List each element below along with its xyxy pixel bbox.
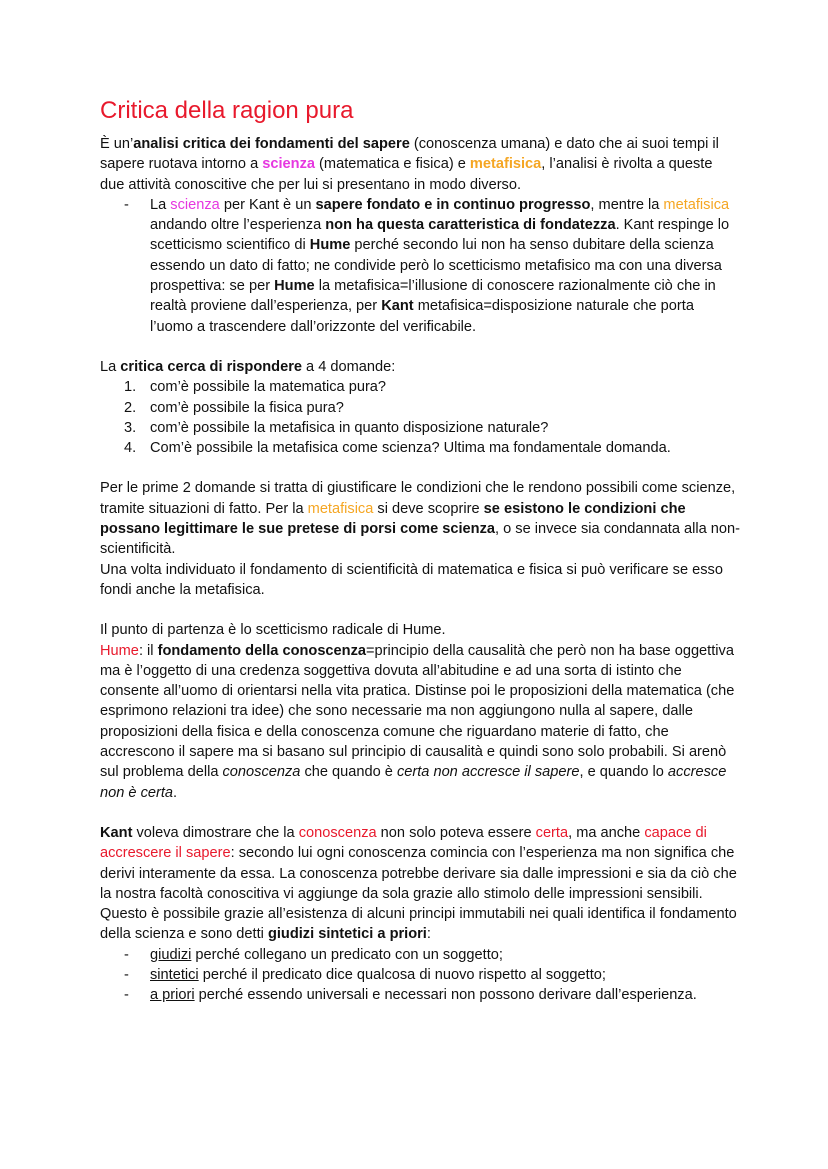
styled-text-run: Kant — [381, 298, 414, 315]
question-number: 4. — [124, 440, 137, 457]
question-text: com’è possibile la metafisica in quanto disposizione naturale? — [150, 419, 549, 436]
question-number: 3. — [124, 419, 137, 436]
styled-text-run: conoscenza — [222, 764, 301, 781]
questions-intro — [100, 357, 740, 377]
question-text: com’è possibile la matematica pura? — [150, 379, 387, 396]
text-run: , o se invece sia condannata alla non-scientificità. — [100, 521, 741, 558]
text-run: la metafisica=l’illusione di conoscere razionalmente ciò che in realtà proviene dall’esperienza, per — [150, 278, 716, 315]
text-run: La — [100, 358, 121, 375]
text-run: : — [426, 926, 431, 943]
hume-paragraph — [100, 641, 740, 803]
kant-paragraph — [100, 823, 740, 945]
styled-text-run: analisi critica dei fondamenti del sapere — [133, 136, 410, 152]
styled-text-run: non ha questa caratteristica di fondatezza — [325, 217, 616, 234]
bullet-dash: - — [124, 966, 129, 983]
styled-text-run: giudizi sintetici a priori — [267, 926, 427, 943]
question-item — [100, 377, 740, 397]
text-run: Per le prime 2 domande si tratta di giustificare le condizioni che le rendono possibili come scienze, tramite situazioni di fatto. Per la — [100, 480, 736, 517]
text-run: (matematica e fisica) e — [315, 156, 470, 173]
text-run: : secondo lui ogni conoscenza comincia con l’esperienza ma non significa che derivi interamente da essa. La conoscenza potrebbe derivare sia dalle impressioni e sia da ciò che la nostra facoltà conoscitiva vi aggiunge da sola grazie allo stimolo delle impressioni sensibili. Questo è possibile grazie all’esistenza di alcuni principi immutabili nei quali identifica il fondamento della scienza e sono detti — [100, 845, 737, 943]
questions-list — [100, 377, 740, 458]
question-item — [100, 418, 740, 438]
text-run: voleva dimostrare che la — [132, 824, 299, 841]
text-run: metafisica=disposizione naturale che porta l’uomo a trascendere dall’orizzonte del verificabile. — [150, 298, 694, 335]
text-run: che quando è — [300, 764, 397, 781]
text-run: . — [173, 784, 178, 801]
una-volta-paragraph: Una volta individuato il fondamento di scientificità di matematica e fisica si può verificare se esso fondi anche la metafisica. — [100, 561, 723, 598]
intro-paragraph — [100, 134, 740, 195]
text-run: perché secondo lui non ha senso dubitare della scienza essendo un dato di fatto; ne condivide però lo scetticismo metafisico ma con una diversa prospettiva: se per — [150, 237, 722, 295]
judgment-explanation: perché essendo universali e necessari non possono derivare dall’esperienza. — [194, 987, 697, 1004]
styled-text-run: fondamento della conoscenza — [157, 642, 366, 659]
styled-text-run: Kant — [100, 824, 133, 841]
styled-text-run: Hume — [274, 278, 315, 295]
document-title: Critica della ragion pura — [100, 97, 354, 124]
judgment-item — [100, 985, 740, 1005]
question-item — [100, 438, 740, 458]
styled-text-run: capace di accrescere il sapere — [100, 824, 707, 862]
text-run: non solo poteva essere — [376, 824, 536, 841]
bullet-dash: - — [124, 946, 129, 963]
styled-text-run: scienza — [170, 196, 220, 213]
styled-text-run: certa — [535, 824, 569, 841]
styled-text-run: metafisica — [663, 196, 730, 213]
text-run: per Kant è un — [219, 196, 316, 213]
judgment-item — [100, 945, 740, 965]
styled-text-run: certa non accresce il sapere — [396, 764, 580, 781]
text-run: =principio della causalità che però non ha base oggettiva ma è l’oggetto di una credenza soggettiva dovuta all’abitudine e ad una sorta di istinto che consente all’uomo di orientarsi nella vita pratica. Distinse poi le proposizioni della matematica (che esprimono relazioni tra idee) che sono necessarie ma non aggiungono nulla al sapere, dalle proposizioni della fisica e della conoscenza comune che riguardano materie di fatto, che accrescono il sapere ma si basano sul principio di causalità e quindi sono solo probabili. Si arenò sul problema della — [100, 642, 735, 781]
styled-text-run: sapere fondato e in continuo progresso — [315, 196, 591, 213]
judgment-explanation: perché collegano un predicato con un soggetto; — [191, 946, 503, 963]
text-run: , mentre la — [590, 196, 664, 213]
styled-text-run: conoscenza — [298, 824, 377, 841]
text-run: , e quando lo — [579, 764, 668, 781]
judgment-term: sintetici — [150, 966, 199, 983]
styled-text-run: critica cerca di rispondere — [120, 358, 302, 375]
styled-text-run: scienza — [262, 156, 315, 173]
styled-text-run: metafisica — [469, 156, 542, 173]
text-run: a 4 domande: — [302, 358, 396, 375]
question-text: Com’è possibile la metafisica come scienza? Ultima ma fondamentale domanda. — [150, 440, 671, 457]
styled-text-run: se esistono le condizioni che possano legittimare le sue pretese di porsi come scienza — [100, 500, 686, 538]
text-run: si deve scoprire — [373, 500, 484, 517]
judgments-list — [100, 945, 740, 1006]
prime-domande-paragraph — [100, 478, 740, 559]
intro-bullet-list — [100, 195, 740, 337]
styled-text-run: Hume — [309, 237, 351, 254]
question-number: 1. — [124, 379, 137, 396]
judgment-explanation: perché il predicato dice qualcosa di nuovo rispetto al soggetto; — [198, 966, 606, 983]
question-number: 2. — [124, 399, 137, 416]
text-run: . Kant respinge lo scetticismo scientifico di — [150, 217, 730, 254]
styled-text-run: Hume — [100, 642, 139, 659]
text-run: (conoscenza umana) e dato che ai suoi tempi il sapere ruotava intorno a — [100, 136, 719, 173]
text-run: La — [150, 196, 171, 213]
styled-text-run: accresce non è certa — [100, 764, 727, 801]
punto-partenza-paragraph: Il punto di partenza è lo scetticismo radicale di Hume. — [100, 622, 446, 639]
text-run: andando oltre l’esperienza — [150, 217, 326, 234]
text-run: : il — [138, 642, 158, 659]
question-text: com’è possibile la fisica pura? — [150, 399, 344, 416]
document-page — [100, 96, 740, 1006]
text-run: È un’ — [100, 136, 134, 152]
question-item — [100, 398, 740, 418]
judgment-term: giudizi — [150, 946, 192, 963]
bullet-dash: - — [124, 987, 129, 1004]
judgment-item — [100, 965, 740, 985]
judgment-term: a priori — [150, 987, 195, 1004]
intro-bullet-text — [150, 197, 729, 335]
text-run: , l’analisi è rivolta a queste due attività conoscitive che per lui si presentano in modo diverso. — [100, 156, 713, 193]
text-run: , ma anche — [568, 824, 645, 841]
styled-text-run: metafisica — [307, 500, 374, 517]
bullet-dash: - — [124, 196, 129, 213]
intro-bullet-item — [100, 195, 740, 337]
